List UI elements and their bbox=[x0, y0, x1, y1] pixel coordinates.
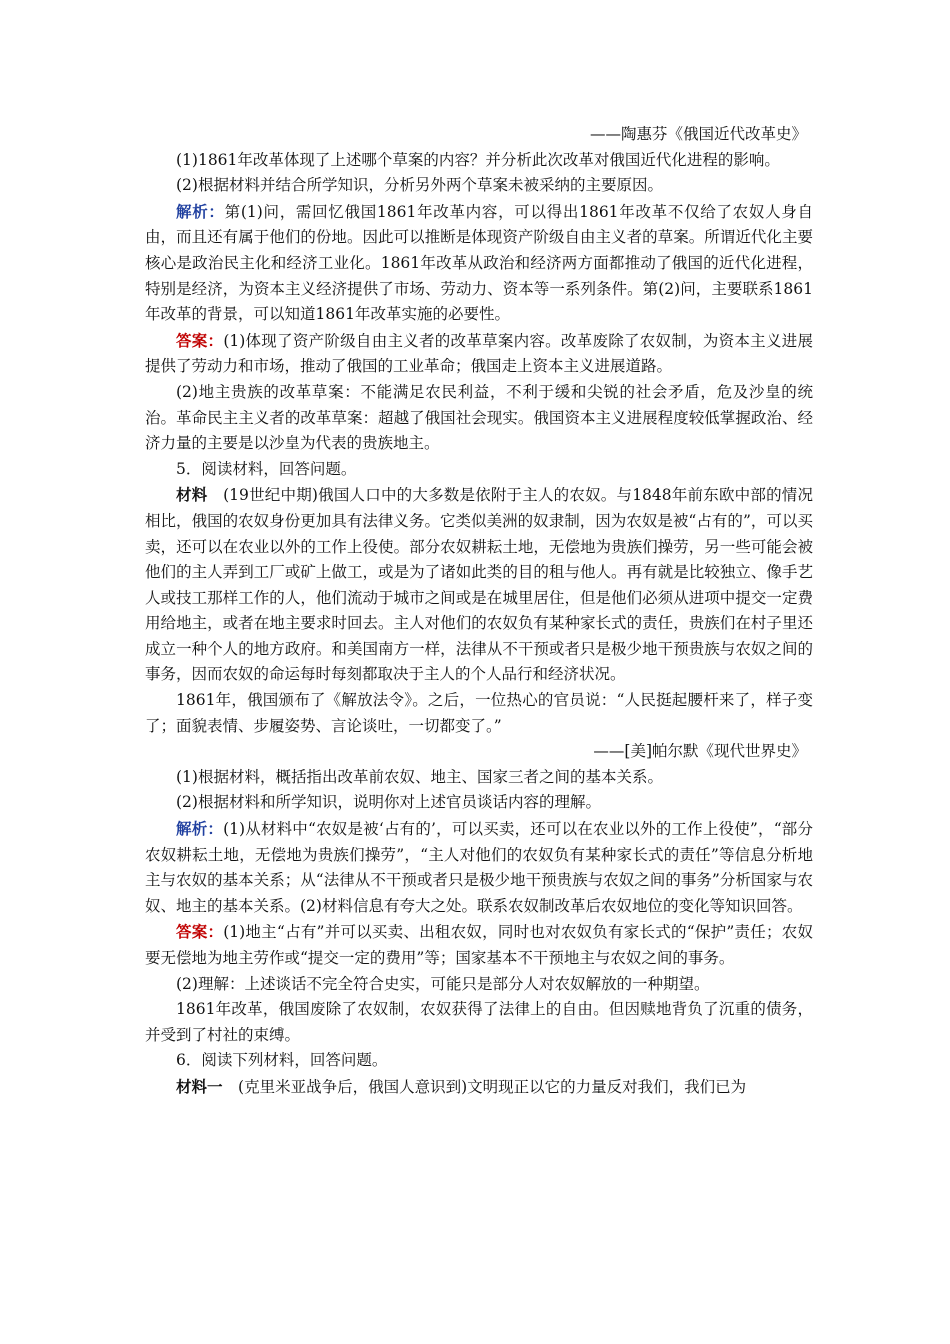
answer-label-2: 答案： bbox=[176, 922, 224, 942]
answer-label: 答案： bbox=[176, 330, 224, 350]
material-6-1 bbox=[145, 1074, 813, 1101]
analysis-4-text: 第(1)问，需回忆俄国1861年改革内容，可以得出1861年改革不仅给了农奴人身自由，而且还有属于他们的份地。因此可以推断是体现资产阶级自由主义者的草案。所谓近代化主要核心是政治民主化和经济工业化。1861年改革从政治和经济两方面都推动了俄国的近代化进程，特别是经济，为资本主义经济提供了市场、劳动力、资本等一系列条件。第(2)问，主要联系1861年改革的背景，可以知道1861年改革实施的必要性。 bbox=[145, 202, 813, 324]
answer-4-1-text: (1)体现了资产阶级自由主义者的改革草案内容。改革废除了农奴制，为资本主义进展提供了劳动力和市场，推动了俄国的工业革命；俄国走上资本主义进展道路。 bbox=[145, 331, 813, 376]
question-6-title: 6．阅读下列材料，回答问题。 bbox=[176, 1051, 388, 1070]
material-5-2: 1861年，俄国颁布了《解放法令》。之后，一位热心的官员说：“人民挺起腰杆来了，样子变了；面貌表情、步履姿势、言论谈吐，一切都变了。” bbox=[145, 691, 813, 735]
source-citation: ——陶惠芬《俄国近代改革史》 bbox=[589, 125, 807, 143]
answer-4-2: (2)地主贵族的改革草案：不能满足农民利益，不利于缓和尖锐的社会矛盾，危及沙皇的统治。革命民主主义者的改革草案：超越了俄国社会现实。俄国资本主义进展程度较低掌握政治、经济力量的主要是以沙皇为代表的贵族地主。 bbox=[145, 382, 813, 453]
analysis-label: 解析： bbox=[176, 201, 225, 221]
answer-4-1 bbox=[145, 328, 813, 380]
analysis-4 bbox=[145, 199, 813, 328]
question-4-2: (2)根据材料并结合所学知识，分析另外两个草案未被采纳的主要原因。 bbox=[176, 176, 663, 195]
question-5-title: 5．阅读材料，回答问题。 bbox=[176, 459, 357, 478]
answer-5-3: 1861年改革，俄国废除了农奴制，农奴获得了法律上的自由。但因赎地背负了沉重的债务，并受到了村社的束缚。 bbox=[145, 1000, 813, 1044]
analysis-5 bbox=[145, 816, 813, 919]
analysis-label-2: 解析： bbox=[176, 819, 224, 839]
question-5-1: (1)根据材料，概括指出改革前农奴、地主、国家三者之间的基本关系。 bbox=[176, 767, 663, 786]
material-label: 材料 bbox=[176, 485, 208, 505]
answer-5-1 bbox=[145, 919, 813, 971]
question-4-1: (1)1861年改革体现了上述哪个草案的内容？并分析此次改革对俄国近代化进程的影响。 bbox=[176, 150, 780, 169]
answer-5-1-text: (1)地主“占有”并可以买卖、出租农奴，同时也对农奴负有家长式的“保护”责任；农奴要无偿地为地主劳作或“提交一定的费用”等；国家基本不干预地主与农奴之间的事务。 bbox=[145, 923, 813, 967]
material-6-1-text: (克里米亚战争后，俄国人意识到)文明现正以它的力量反对我们，我们已为 bbox=[222, 1077, 747, 1096]
material-5 bbox=[145, 482, 813, 688]
question-5-2: (2)根据材料和所学知识，说明你对上述官员谈话内容的理解。 bbox=[176, 793, 601, 812]
material-1-label: 材料一 bbox=[176, 1076, 223, 1096]
material-5-text: (19世纪中期)俄国人口中的大多数是依附于主人的农奴。与1848年前东欧中部的情况相比，俄国的农奴身份更加具有法律义务。它类似美洲的奴隶制，因为农奴是被“占有的”，可以买卖，还可以在农业以外的工作上役使。部分农奴耕耘土地，无偿地为贵族们操劳，另一些可能会被他们的主人弄到工厂或矿上做工，或是为了诸如此类的目的租与他人。再有就是比较独立、像手艺人或技工那样工作的人，他们流动于城市之间或是在城里居住，但是他们必须从进项中提交一定费用给地主，或者在地主要求时回去。主人对他们的农奴负有某种家长式的责任，贵族们在村子里还成立一种个人的地方政府。和美国南方一样，法律从不干预或者只是极少地干预贵族与农奴之间的事务，因而农奴的命运每时每刻都取决于主人的个人品行和经济状况。 bbox=[145, 486, 813, 684]
document-body bbox=[145, 122, 813, 1101]
analysis-5-text: (1)从材料中“农奴是被‘占有的’，可以买卖，还可以在农业以外的工作上役使”，“部分农奴耕耘土地，无偿地为贵族们操劳”，“主人对他们的农奴负有某种家长式的责任”等信息分析地主与农奴的基本关系；从“法律从不干预或者只是极少地干预贵族与农奴之间的事务”分析国家与农奴、地主的基本关系。(2)材料信息有夸大之处。联系农奴制改革后农奴地位的变化等知识回答。 bbox=[145, 820, 813, 915]
source-citation-2: ——[美]帕尔默《现代世界史》 bbox=[593, 742, 807, 761]
answer-5-2: (2)理解：上述谈话不完全符合史实，可能只是部分人对农奴解放的一种期望。 bbox=[176, 974, 710, 993]
